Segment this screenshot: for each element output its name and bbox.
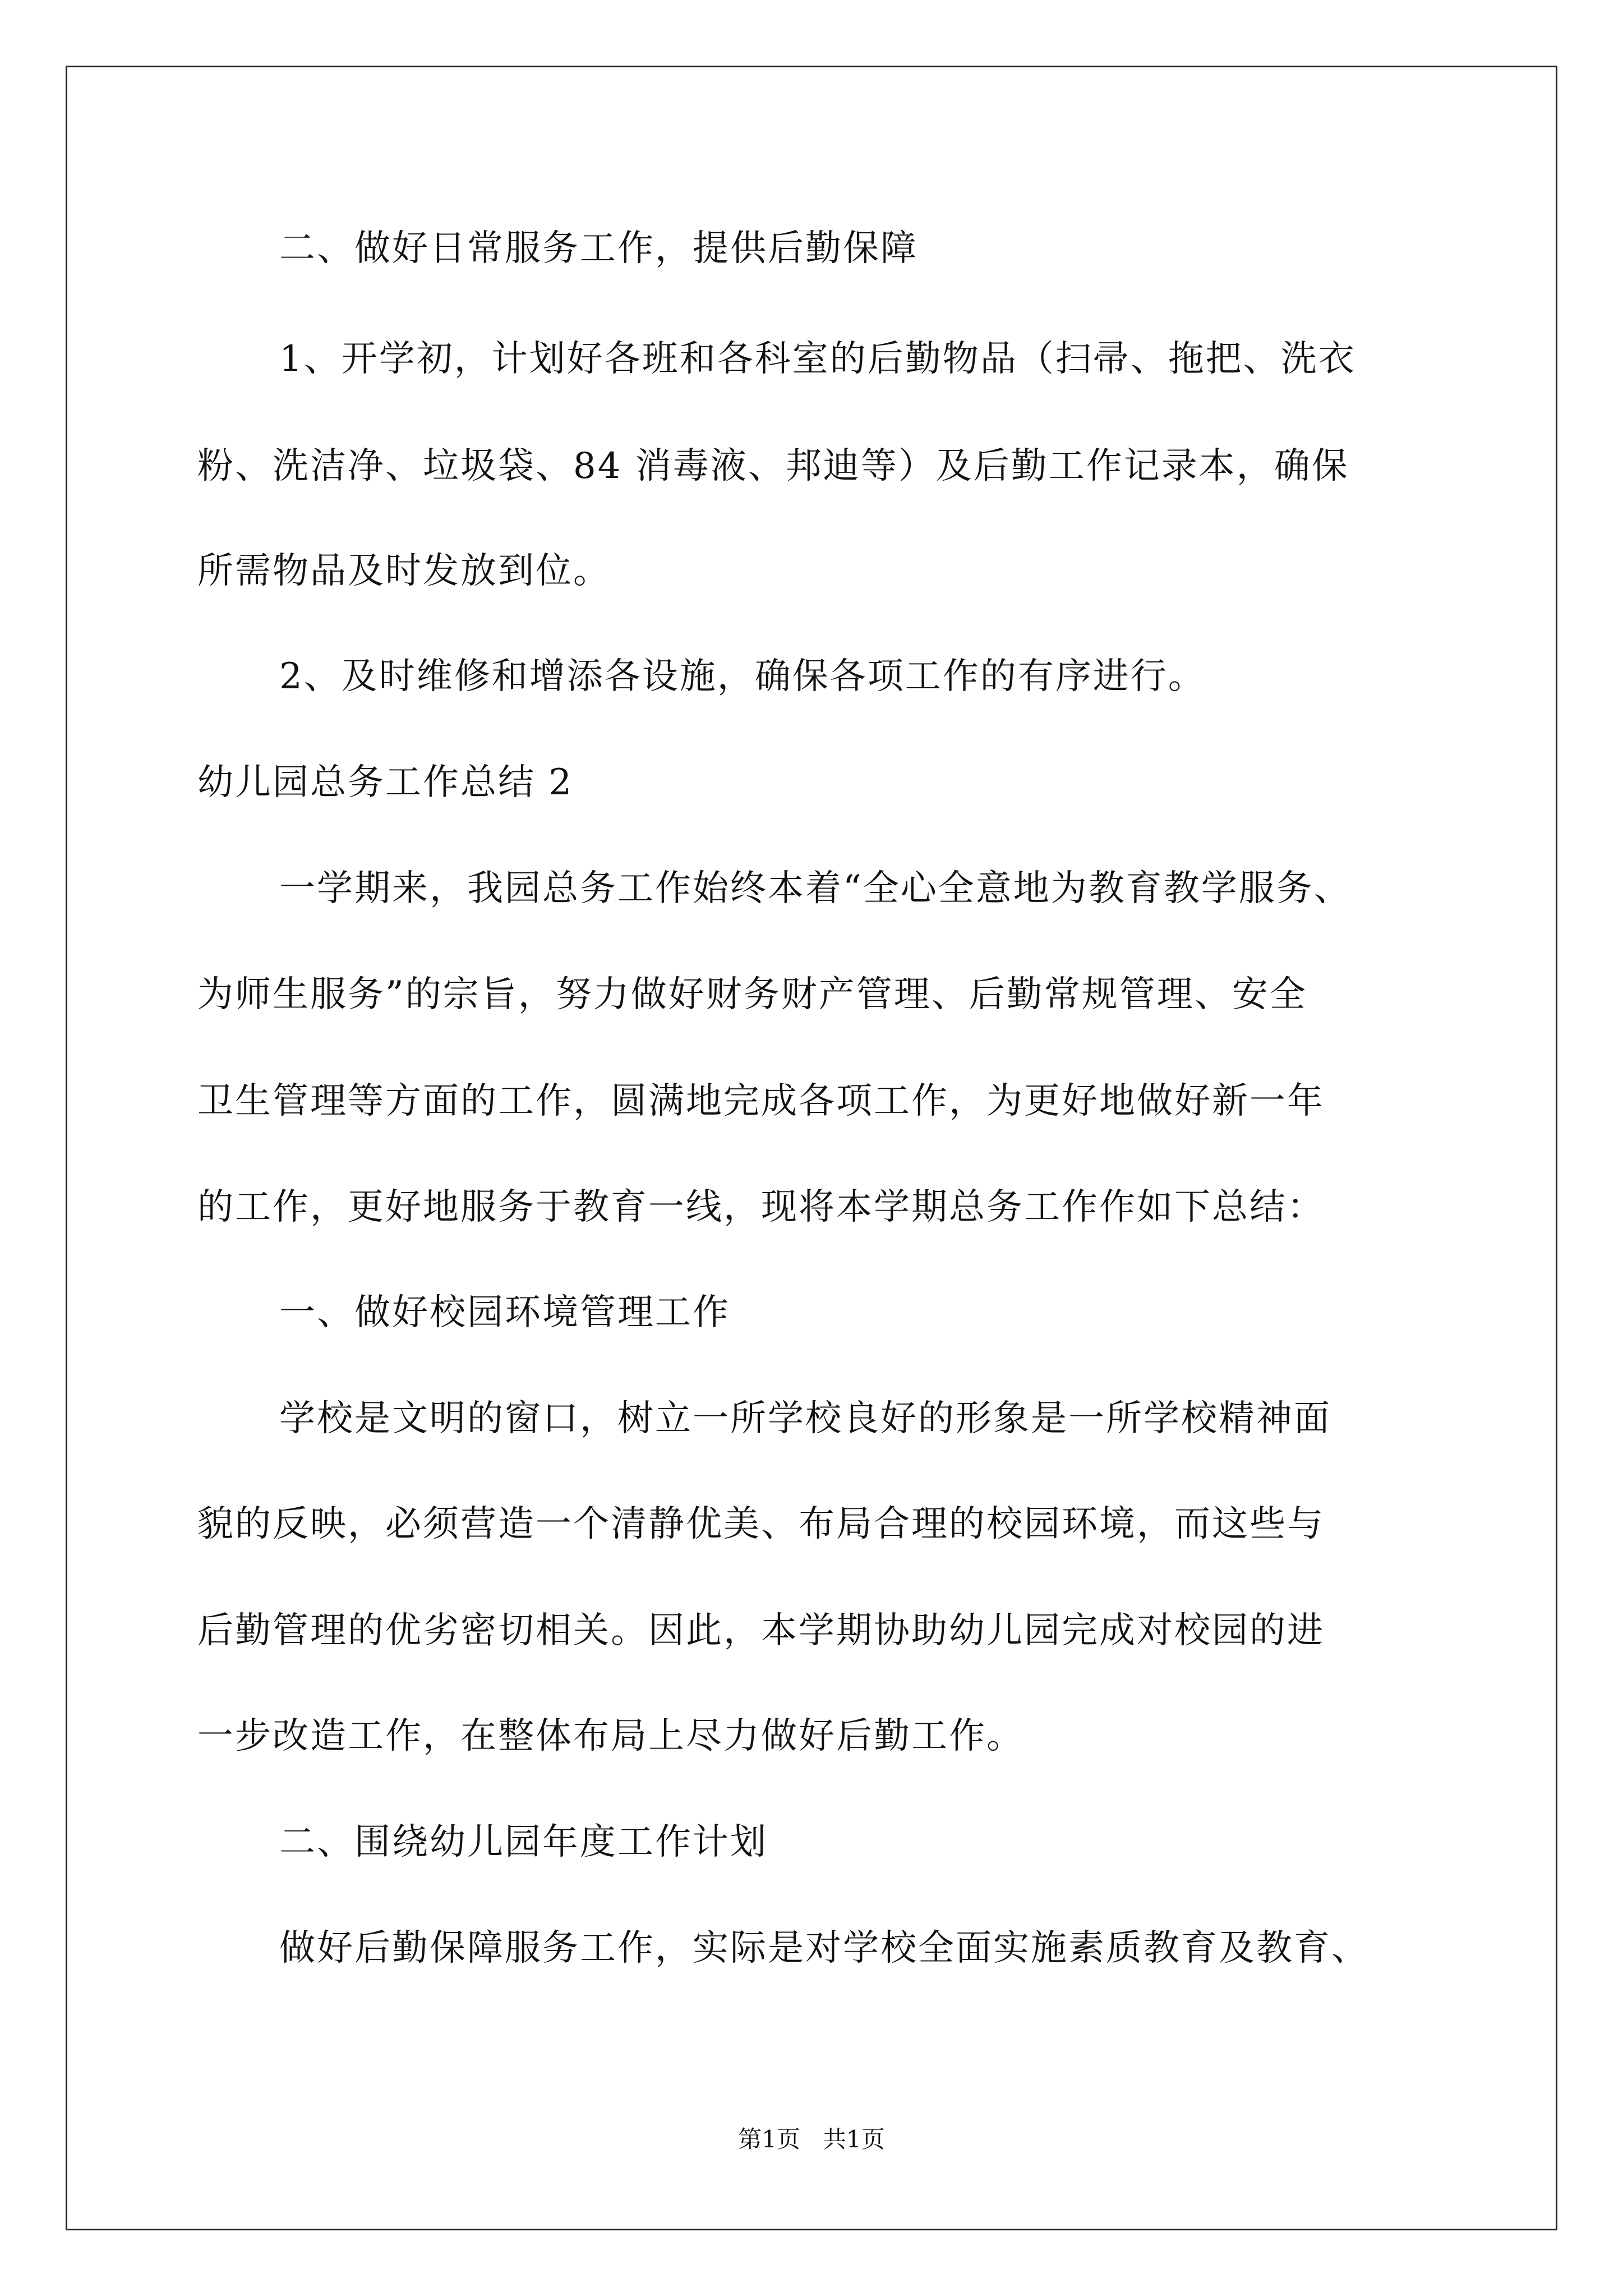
paragraph-line: 卫生管理等方面的工作，圆满地完成各项工作，为更好地做好新一年	[197, 1080, 1325, 1122]
paragraph-line: 后勤管理的优劣密切相关。因此，本学期协助幼儿园完成对校园的进	[197, 1610, 1325, 1651]
paragraph-line: 一学期来，我园总务工作始终本着“全心全意地为教育教学服务、	[279, 868, 1352, 909]
heading-daily-service: 二、做好日常服务工作，提供后勤保障	[279, 228, 918, 269]
section-title: 幼儿园总务工作总结 2	[197, 762, 574, 803]
page-footer: 第1页 共1页	[738, 2125, 885, 2153]
paragraph-line: 貌的反映，必须营造一个清静优美、布局合理的校园环境，而这些与	[197, 1503, 1325, 1545]
paragraph-line: 学校是文明的窗口，树立一所学校良好的形象是一所学校精神面	[279, 1398, 1331, 1439]
paragraph-line: 的工作，更好地服务于教育一线，现将本学期总务工作作如下总结：	[197, 1186, 1325, 1228]
paragraph-line: 2、及时维修和增添各设施，确保各项工作的有序进行。	[279, 656, 1206, 697]
paragraph-line: 一步改造工作，在整体布局上尽力做好后勤工作。	[197, 1715, 1024, 1757]
paragraph-line: 粉、洗洁净、垃圾袋、84 消毒液、邦迪等）及后勤工作记录本，确保	[197, 445, 1349, 487]
paragraph-line: 所需物品及时发放到位。	[197, 550, 611, 592]
page-border	[66, 66, 1557, 2230]
paragraph-line: 做好后勤保障服务工作，实际是对学校全面实施素质教育及教育、	[279, 1927, 1369, 1969]
heading-campus-env: 一、做好校园环境管理工作	[279, 1292, 730, 1333]
heading-annual-plan: 二、围绕幼儿园年度工作计划	[279, 1821, 768, 1863]
paragraph-line: 1、开学初，计划好各班和各科室的后勤物品（扫帚、拖把、洗衣	[279, 338, 1356, 380]
paragraph-line: 为师生服务”的宗旨，努力做好财务财产管理、后勤常规管理、安全	[197, 974, 1307, 1015]
